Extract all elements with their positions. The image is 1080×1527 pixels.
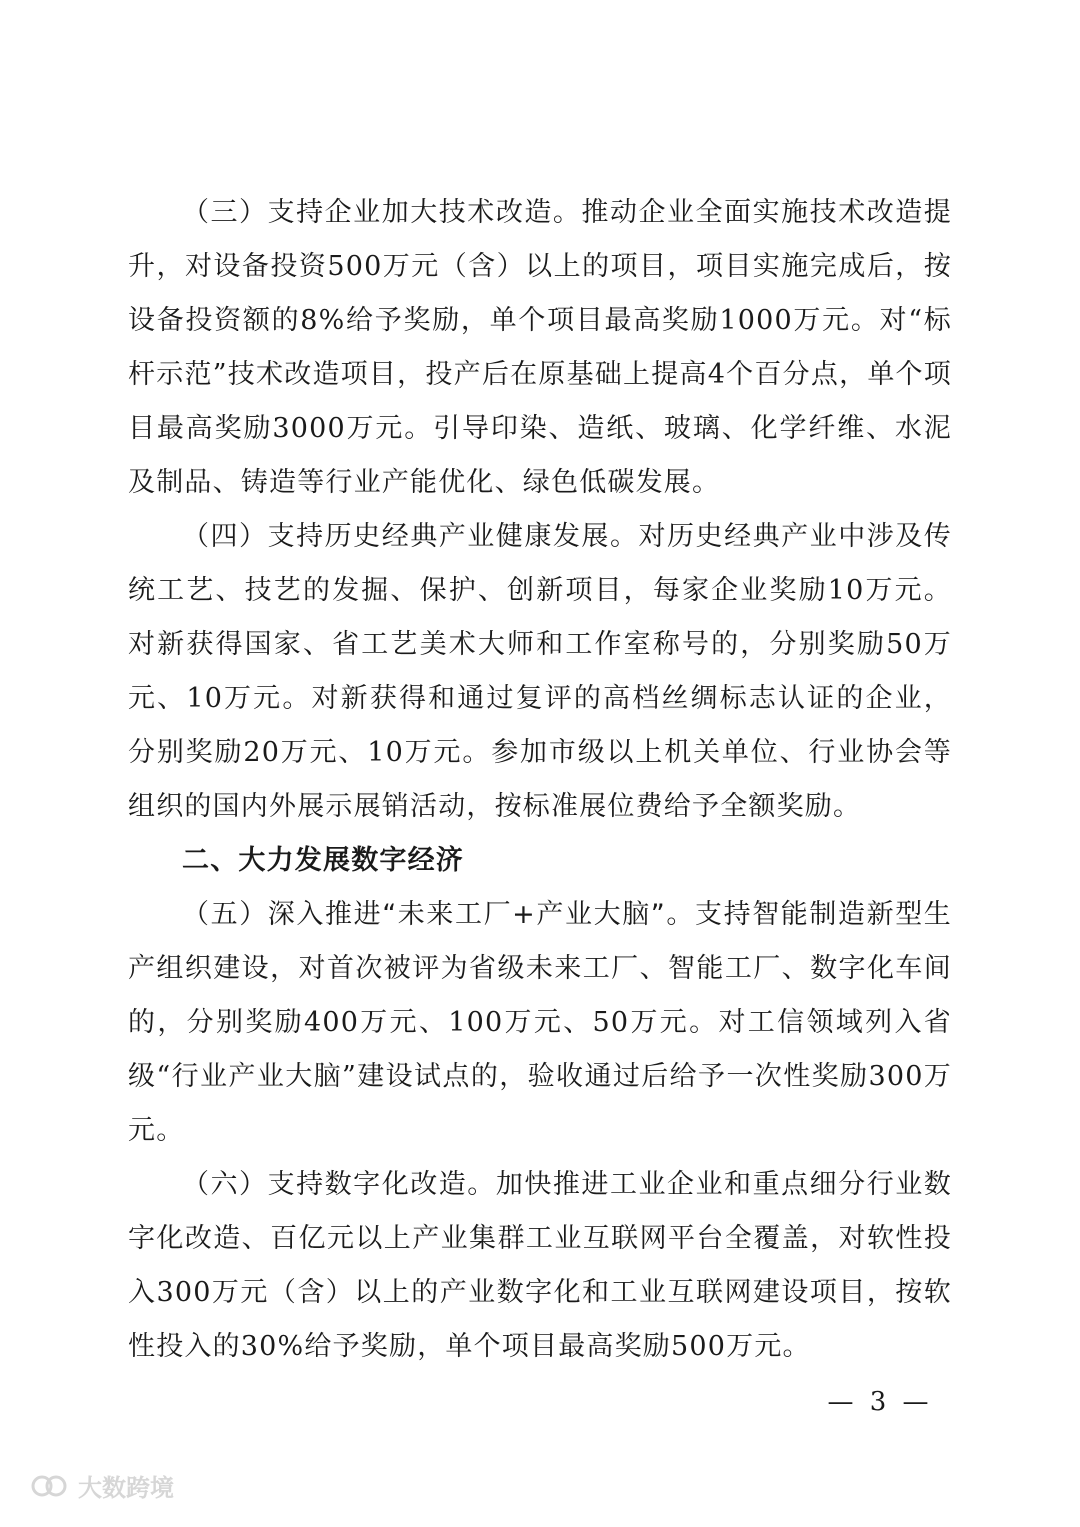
- paragraph-text: 对历史经典产业中涉及传统工艺、技艺的发掘、保护、创新项目，每家企业奖励10万元。对新获得国家、省工艺美术大师和工作室称号的，分别奖励50万元、10万元。对新获得和通过复评的高档丝绸标志认证的企业，分别奖励20万元、10万元。参加市级以上机关单位、行业协会等组织的国内外展示展销活动，按标准展位费给予全额奖励。: [128, 521, 953, 822]
- paragraph-text: 加快推进工业企业和重点细分行业数字化改造、百亿元以上产业集群工业互联网平台全覆盖，对软性投入300万元（含）以上的产业数字化和工业互联网建设项目，按软性投入的30%给予奖励，单个项目最高奖励500万元。: [128, 1169, 953, 1362]
- paragraph-lead: （五）深入推进“未来工厂+产业大脑”。: [182, 899, 695, 930]
- paragraph-text: 支持智能制造新型生产组织建设，对首次被评为省级未来工厂、智能工厂、数字化车间的，分别奖励400万元、100万元、50万元。对工信领域列入省级“行业产业大脑”建设试点的，验收通过后给予一次性奖励300万元。: [128, 899, 952, 1146]
- paragraph-tech-upgrade: [128, 186, 952, 510]
- watermark-logo-icon: [30, 1472, 70, 1500]
- paragraph-classic-industry: [128, 510, 952, 834]
- paragraph-lead: （四）支持历史经典产业健康发展。: [182, 521, 639, 552]
- paragraph-future-factory: [128, 888, 952, 1158]
- section-heading: 二、大力发展数字经济: [182, 845, 464, 876]
- page-number: — 3 —: [827, 1387, 933, 1417]
- paragraph-text: 推动企业全面实施技术改造提升，对设备投资500万元（含）以上的项目，项目实施完成后，按设备投资额的8%给予奖励，单个项目最高奖励1000万元。对“标杆示范”技术改造项目，投产后在原基础上提高4个百分点，单个项目最高奖励3000万元。引导印染、造纸、玻璃、化学纤维、水泥及制品、铸造等行业产能优化、绿色低碳发展。: [128, 197, 952, 498]
- paragraph-digital-transformation: [128, 1158, 952, 1374]
- paragraph-lead: （三）支持企业加大技术改造。: [182, 197, 582, 228]
- watermark: [30, 1468, 174, 1503]
- document-body: [128, 186, 952, 1374]
- watermark-text: 大数跨境: [78, 1474, 174, 1502]
- paragraph-lead: （六）支持数字化改造。: [182, 1169, 496, 1200]
